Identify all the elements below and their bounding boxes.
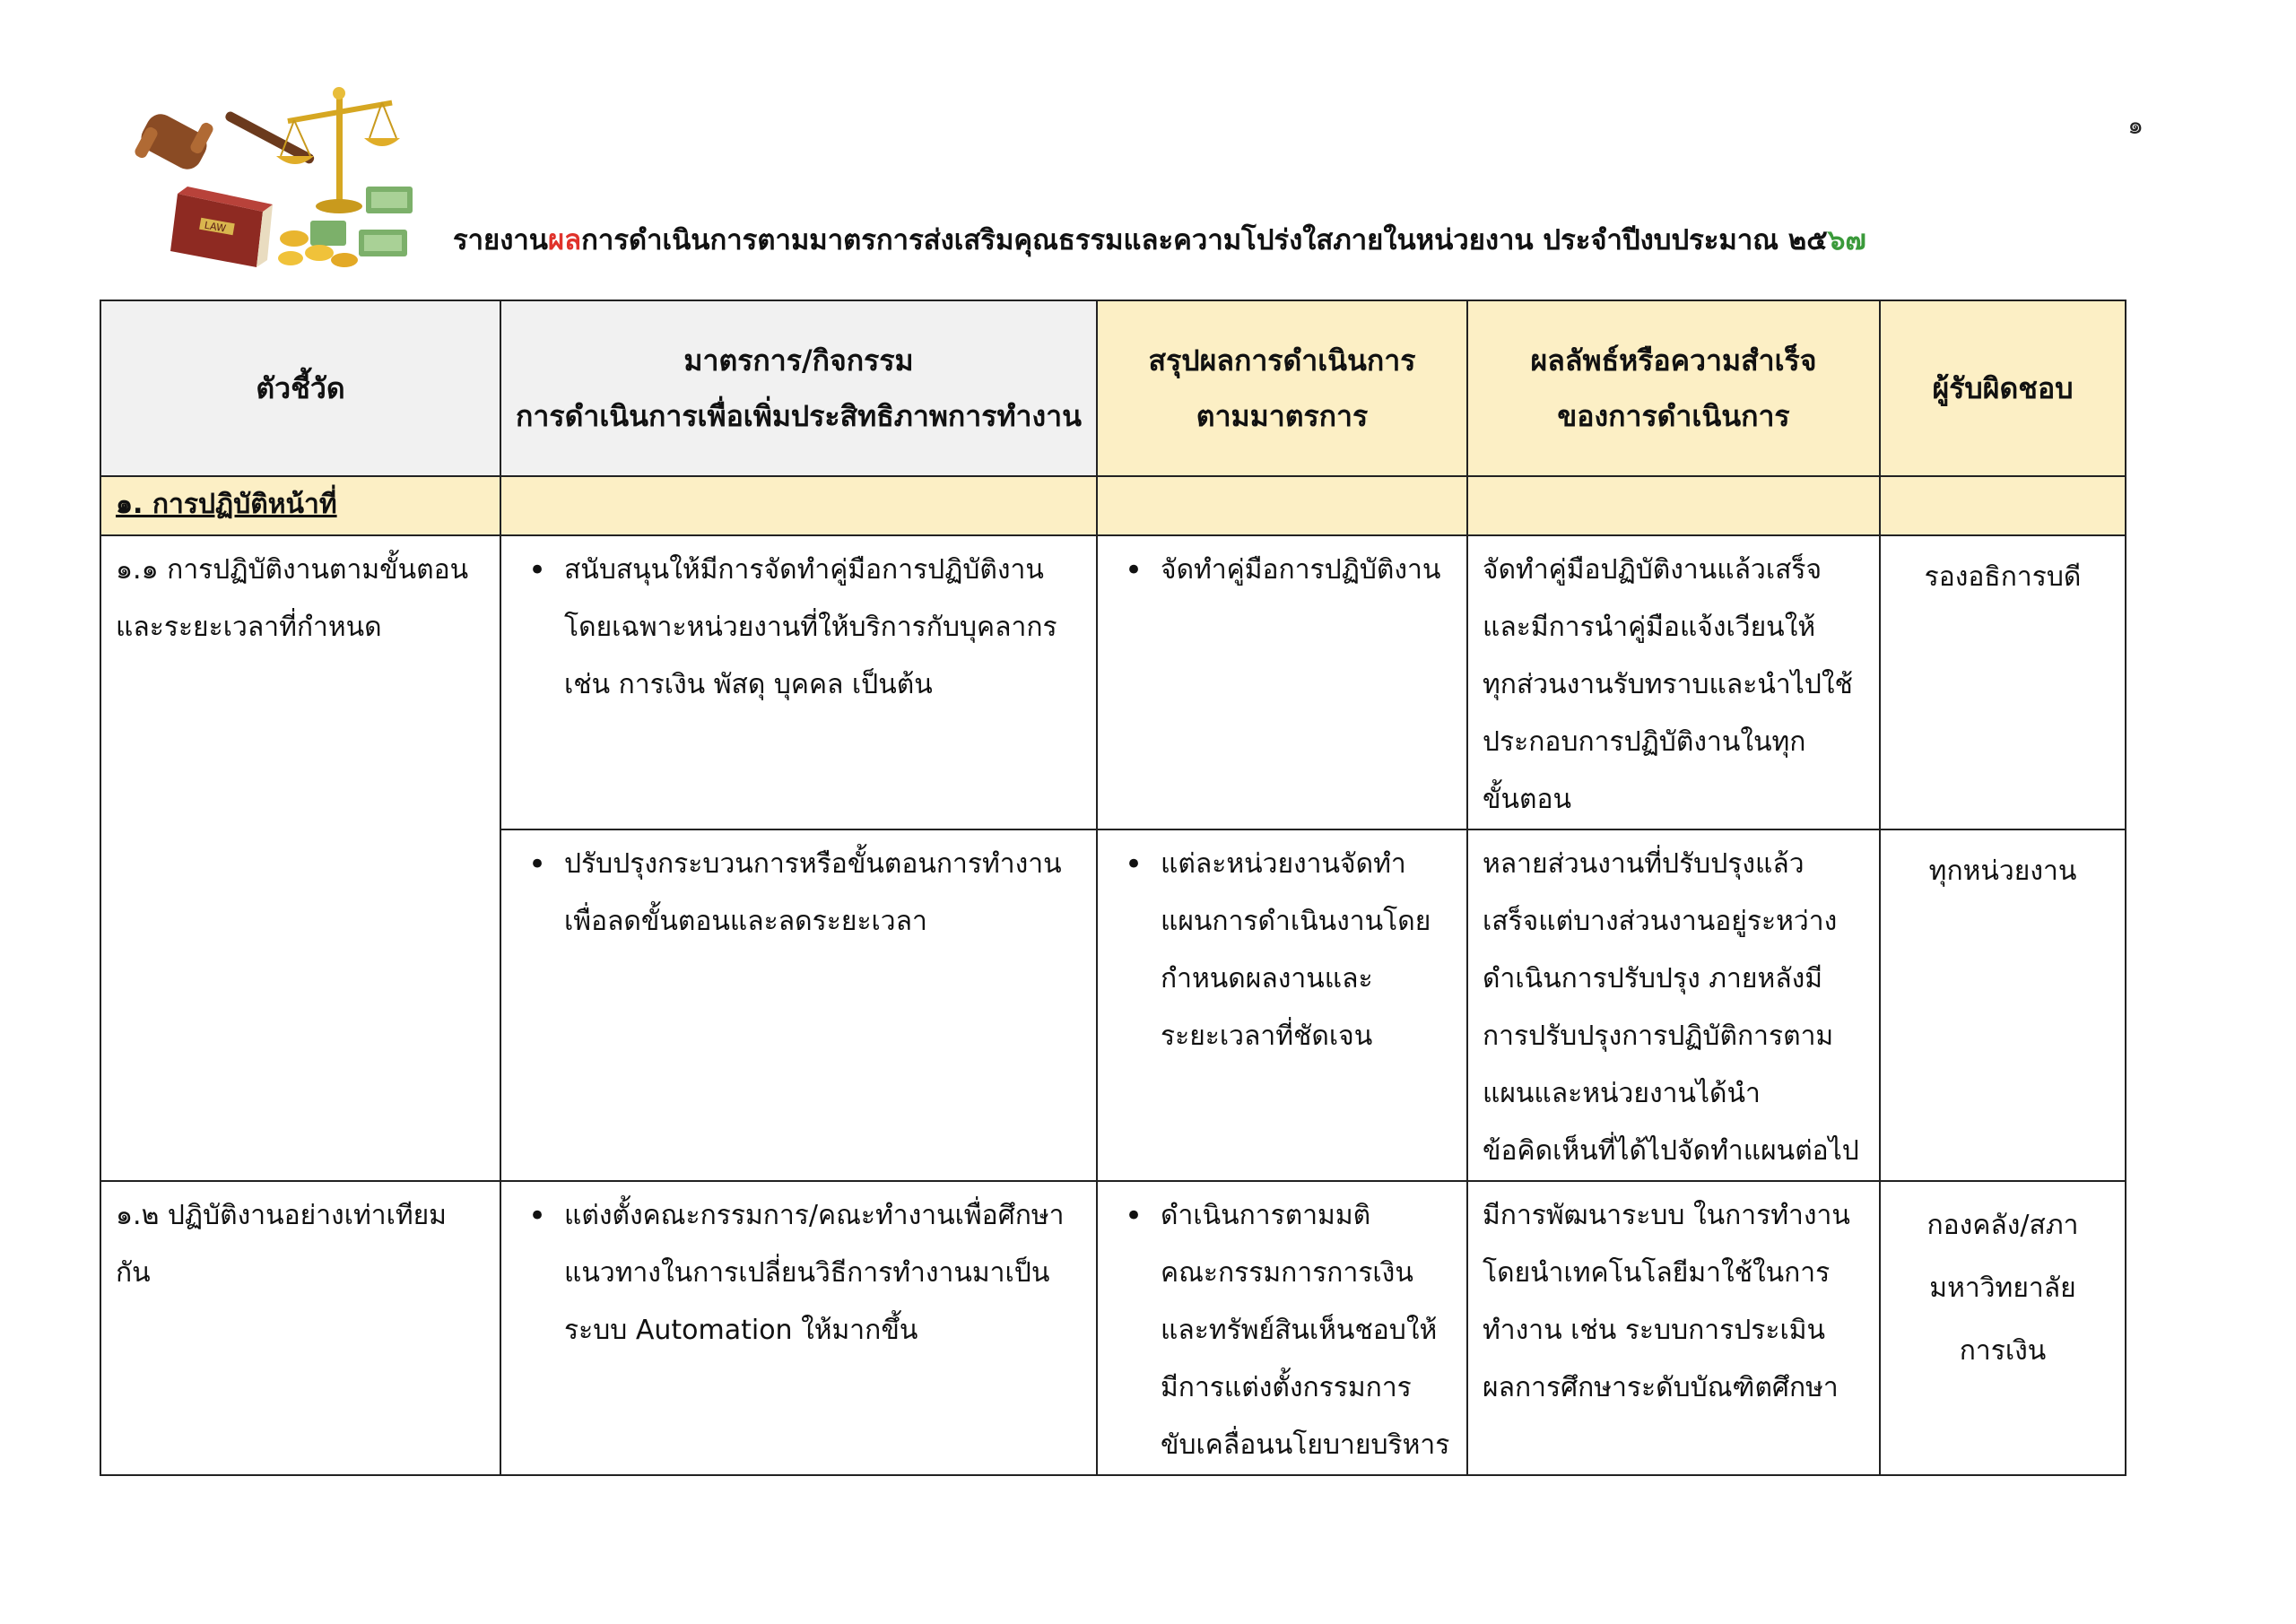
header-responsible: ผู้รับผิดชอบ bbox=[1880, 300, 2126, 476]
header-indicator: ตัวชี้วัด bbox=[100, 300, 500, 476]
responsible-cell: กองคลัง/สภา มหาวิทยาลัย การเงิน bbox=[1880, 1181, 2126, 1475]
indicator-cell: ๑.๒ ปฏิบัติงานอย่างเท่าเทียม กัน bbox=[100, 1181, 500, 1475]
section-title: ๑. การปฏิบัติหน้าที่ bbox=[100, 476, 500, 535]
integrity-report-table bbox=[100, 300, 2126, 1476]
summary-cell: • จัดทำคู่มือการปฏิบัติงาน bbox=[1097, 535, 1467, 829]
title-part1: รายงาน bbox=[453, 224, 548, 256]
indicator-cell: ๑.๑ การปฏิบัติงานตามขั้นตอน และระยะเวลาที่กำหนด bbox=[100, 535, 500, 1181]
measure-cell: • สนับสนุนให้มีการจัดทำคู่มือการปฏิบัติงาน โดยเฉพาะหน่วยงานที่ให้บริการกับบุคลากร เช่น การเงิน พัสดุ บุคคล เป็นต้น bbox=[500, 535, 1097, 829]
table-row bbox=[100, 1181, 2126, 1475]
summary-cell: • ดำเนินการตามมติ คณะกรรมการการเงิน และทรัพย์สินเห็นชอบให้ มีการแต่งตั้งกรรมการ ขับเคลื่อนนโยบายบริหาร bbox=[1097, 1181, 1467, 1475]
book-label: LAW bbox=[203, 219, 227, 235]
table-header-row bbox=[100, 300, 2126, 476]
title-highlight-red: ผล bbox=[547, 224, 582, 256]
law-justice-icon bbox=[115, 86, 420, 274]
header-measure: มาตรการ/กิจกรรม การดำเนินการเพื่อเพิ่มประสิทธิภาพการทำงาน bbox=[500, 300, 1097, 476]
measure-cell: • ปรับปรุงกระบวนการหรือขั้นตอนการทำงาน เพื่อลดขั้นตอนและลดระยะเวลา bbox=[500, 829, 1097, 1181]
result-cell: หลายส่วนงานที่ปรับปรุงแล้ว เสร็จแต่บางส่วนงานอยู่ระหว่าง ดำเนินการปรับปรุง ภายหลังมี การปรับปรุงการปฏิบัติการตาม แผนและหน่วยงานได้นำ ข้อคิดเห็นที่ได้ไปจัดทำแผนต่อไป bbox=[1467, 829, 1880, 1181]
section-row bbox=[100, 476, 2126, 535]
page-number: ๑ bbox=[2127, 110, 2144, 140]
responsible-cell: ทุกหน่วยงาน bbox=[1880, 829, 2126, 1181]
result-cell: จัดทำคู่มือปฏิบัติงานแล้วเสร็จ และมีการนำคู่มือแจ้งเวียนให้ ทุกส่วนงานรับทราบและนำไปใช้ ประกอบการปฏิบัติงานในทุก ขั้นตอน bbox=[1467, 535, 1880, 829]
responsible-cell: รองอธิการบดี bbox=[1880, 535, 2126, 829]
title-part3: การดำเนินการตามมาตรการส่งเสริมคุณธรรมและความโปร่งใสภายในหน่วยงาน ประจำปีงบประมาณ ๒๕ bbox=[581, 224, 1828, 256]
summary-cell: • แต่ละหน่วยงานจัดทำ แผนการดำเนินงานโดย กำหนดผลงานและ ระยะเวลาที่ชัดเจน bbox=[1097, 829, 1467, 1181]
header-summary: สรุปผลการดำเนินการ ตามมาตรการ bbox=[1097, 300, 1467, 476]
report-title bbox=[453, 217, 1942, 262]
title-highlight-green: ๖๗ bbox=[1827, 224, 1866, 256]
result-cell: มีการพัฒนาระบบ ในการทำงาน โดยนำเทคโนโลยีมาใช้ในการ ทำงาน เช่น ระบบการประเมิน ผลการศึกษาระดับบัณฑิตศึกษา bbox=[1467, 1181, 1880, 1475]
header-result: ผลลัพธ์หรือความสำเร็จ ของการดำเนินการ bbox=[1467, 300, 1880, 476]
measure-cell: • แต่งตั้งคณะกรรมการ/คณะทำงานเพื่อศึกษา แนวทางในการเปลี่ยนวิธีการทำงานมาเป็น ระบบ Automation ให้มากขึ้น bbox=[500, 1181, 1097, 1475]
table-row bbox=[100, 535, 2126, 829]
